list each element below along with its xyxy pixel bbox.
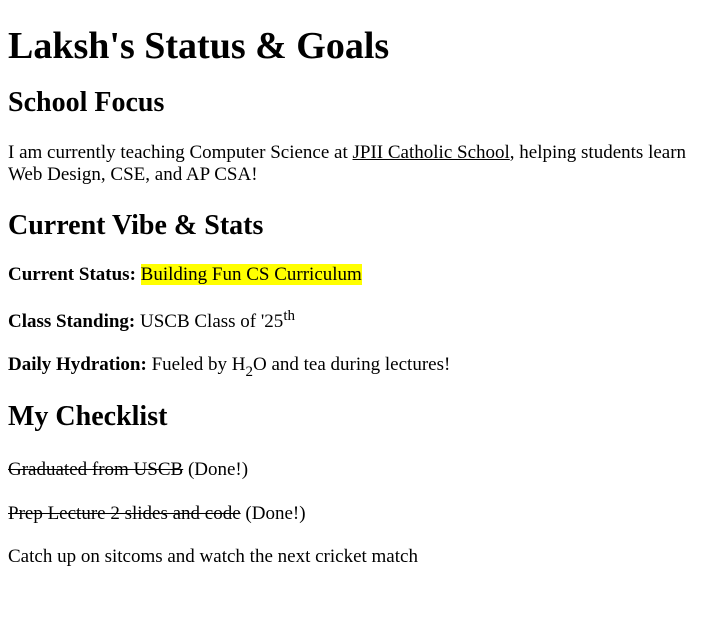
school-text-before: I am currently teaching Computer Science at <box>8 142 353 163</box>
hydration-row <box>8 354 706 380</box>
checklist-heading: My Checklist <box>8 401 168 432</box>
standing-label: Class Standing: <box>8 311 136 332</box>
checklist-item-note: (Done!) <box>183 459 249 480</box>
checklist-item <box>8 503 706 525</box>
status-value: Building Fun CS Curriculum <box>140 264 362 285</box>
hydration-subscript: 2 <box>245 364 253 380</box>
status-row <box>8 264 706 286</box>
checklist-item <box>8 459 706 481</box>
hydration-text-after: O and tea during lectures! <box>253 354 451 375</box>
checklist-item-text: Graduated from USCB <box>8 459 184 480</box>
checklist-item <box>8 546 706 568</box>
school-text-after: , helping students learn Web Design, CSE, and AP CSA! <box>8 142 687 185</box>
hydration-text-before: Fueled by H <box>146 354 246 375</box>
checklist-item-note: (Done!) <box>240 503 306 524</box>
standing-value: USCB Class of '25 <box>135 311 284 332</box>
hydration-label: Daily Hydration: <box>8 354 147 375</box>
vibe-heading: Current Vibe & Stats <box>8 210 264 241</box>
school-focus-heading: School Focus <box>8 87 165 118</box>
school-focus-paragraph <box>8 142 706 186</box>
standing-superscript: th <box>283 308 295 324</box>
school-link[interactable]: JPII Catholic School <box>352 142 510 163</box>
page-title: Laksh's Status & Goals <box>8 25 390 67</box>
status-label: Current Status: <box>8 264 136 285</box>
standing-row <box>8 308 706 333</box>
checklist-item-text: Prep Lecture 2 slides and code <box>8 503 241 524</box>
page <box>0 24 714 568</box>
checklist-item-text: Catch up on sitcoms and watch the next cricket match <box>8 546 418 567</box>
